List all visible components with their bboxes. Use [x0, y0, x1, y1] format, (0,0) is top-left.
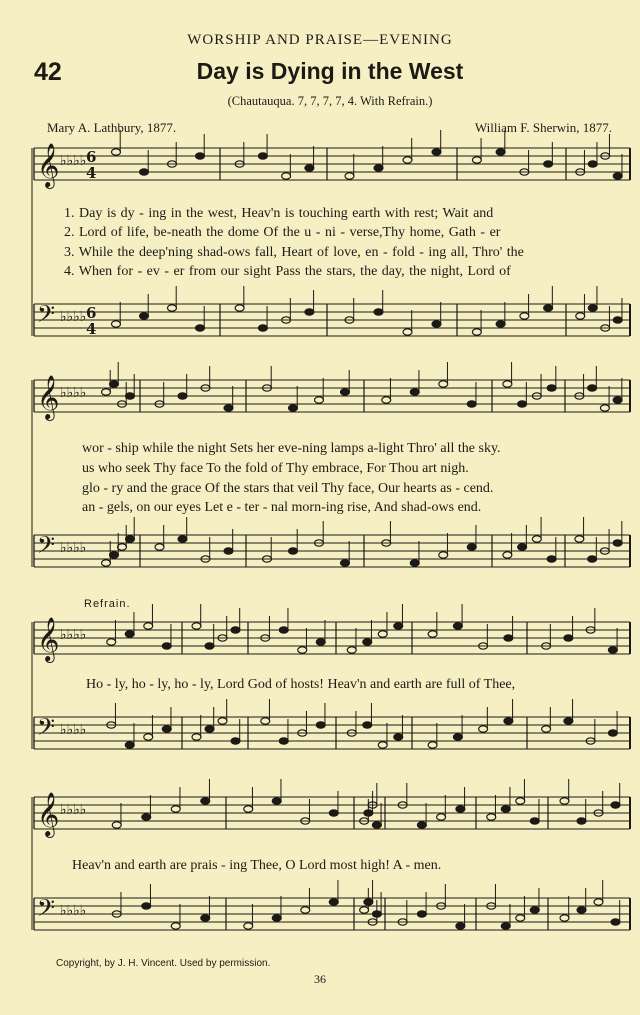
verse-4-line-a: 4. When for - ev - er from our sight Pass the stars, the day, the night, Lord of	[64, 264, 511, 279]
note-head	[196, 325, 205, 331]
note-head	[107, 639, 116, 645]
note-head	[118, 544, 127, 550]
note-head	[403, 329, 412, 335]
note-head	[144, 623, 153, 629]
note-head	[613, 397, 622, 403]
key-signature-flats: ♭♭♭♭	[60, 802, 87, 818]
bass-clef-icon: 𝄢	[37, 300, 56, 333]
note-head	[611, 919, 620, 925]
note-head	[231, 627, 240, 633]
note-head	[378, 742, 387, 748]
hymn-number: 42	[34, 58, 62, 86]
note-head	[467, 401, 476, 407]
note-head	[403, 157, 412, 163]
note-head	[453, 734, 462, 740]
refrain-label: Refrain.	[84, 598, 131, 610]
treble-clef-icon: 𝄞	[37, 375, 60, 419]
time-signature-bottom: 4	[86, 164, 97, 182]
note-head	[564, 718, 573, 724]
note-head	[439, 552, 448, 558]
note-head	[272, 798, 281, 804]
note-head	[472, 157, 481, 163]
note-head	[382, 397, 391, 403]
note-head	[564, 635, 573, 641]
note-head	[410, 560, 419, 566]
key-signature-flats: ♭♭♭♭	[60, 540, 87, 556]
refrain-line-1: Ho - ly, ho - ly, ho - ly, Lord God of hosts! Heav'n and earth are full of Thee,	[86, 677, 516, 692]
verse-3-line-b: glo - ry and the grace Of the stars that veil Thy face, Our hearts as - cend.	[82, 481, 494, 496]
note-head	[611, 802, 620, 808]
note-head	[432, 321, 441, 327]
note-head	[162, 726, 171, 732]
note-head	[600, 405, 609, 411]
note-head	[261, 718, 270, 724]
note-head	[231, 738, 240, 744]
time-signature-top: 6	[86, 148, 97, 166]
note-head	[224, 548, 233, 554]
note-head	[364, 899, 373, 905]
note-head	[305, 165, 314, 171]
note-head	[456, 923, 465, 929]
note-head	[613, 173, 622, 179]
note-head	[363, 639, 372, 645]
lyricist-credit: Mary A. Lathbury, 1877.	[47, 120, 177, 135]
treble-clef-icon: 𝄞	[37, 792, 60, 836]
note-head	[142, 814, 151, 820]
key-signature-flats: ♭♭♭♭	[60, 153, 87, 169]
note-head	[315, 397, 324, 403]
note-head	[518, 401, 527, 407]
note-head	[532, 536, 541, 542]
note-head	[125, 742, 134, 748]
note-head	[410, 389, 419, 395]
note-head	[192, 623, 201, 629]
note-head	[224, 405, 233, 411]
note-head	[126, 536, 135, 542]
note-head	[501, 806, 510, 812]
note-head	[272, 915, 281, 921]
note-head	[196, 153, 205, 159]
note-head	[125, 631, 134, 637]
time-signature-top: 6	[86, 304, 97, 322]
note-head	[496, 321, 505, 327]
note-head	[613, 317, 622, 323]
note-head	[547, 556, 556, 562]
note-head	[504, 718, 513, 724]
note-head	[503, 381, 512, 387]
verse-4-line-b: an - gels, on our eyes Let e - ter - nal morn-ing rise, And shad-ows end.	[82, 500, 482, 515]
note-head	[577, 907, 586, 913]
note-head	[544, 161, 553, 167]
note-head	[112, 149, 121, 155]
note-head	[235, 305, 244, 311]
time-signature-bottom: 4	[86, 320, 97, 338]
note-head	[516, 798, 525, 804]
treble-clef-icon: 𝄞	[37, 617, 60, 661]
note-head	[244, 806, 253, 812]
note-head	[437, 814, 446, 820]
note-head	[201, 915, 210, 921]
note-head	[608, 730, 617, 736]
note-head	[102, 389, 111, 395]
note-head	[258, 325, 267, 331]
note-head	[594, 899, 603, 905]
note-head	[289, 548, 298, 554]
note-head	[171, 923, 180, 929]
note-head	[544, 305, 553, 311]
note-head	[472, 329, 481, 335]
note-head	[479, 726, 488, 732]
note-head	[363, 722, 372, 728]
key-signature-flats: ♭♭♭♭	[60, 722, 87, 738]
note-head	[244, 923, 253, 929]
note-head	[279, 627, 288, 633]
hymn-title: Day is Dying in the West	[196, 58, 464, 84]
note-head	[439, 381, 448, 387]
note-head	[467, 544, 476, 550]
note-head	[110, 381, 119, 387]
section-heading: WORSHIP AND PRAISE—EVENING	[187, 32, 453, 48]
note-head	[112, 321, 121, 327]
note-head	[516, 915, 525, 921]
note-head	[588, 556, 597, 562]
note-head	[432, 149, 441, 155]
note-head	[258, 153, 267, 159]
note-head	[608, 647, 617, 653]
note-head	[144, 734, 153, 740]
tune-meter: (Chautauqua. 7, 7, 7, 7, 4. With Refrain.)	[227, 94, 433, 108]
note-head	[110, 552, 119, 558]
bass-clef-icon: 𝄢	[37, 894, 56, 927]
note-head	[453, 623, 462, 629]
note-head	[316, 639, 325, 645]
note-head	[417, 911, 426, 917]
note-head	[218, 718, 227, 724]
note-head	[341, 389, 350, 395]
note-head	[126, 393, 135, 399]
note-head	[547, 385, 556, 391]
note-head	[171, 806, 180, 812]
refrain-line-2: Heav'n and earth are prais - ing Thee, O Lord most high! A - men.	[72, 858, 442, 873]
note-head	[329, 899, 338, 905]
note-head	[394, 734, 403, 740]
key-signature-flats: ♭♭♭♭	[60, 385, 87, 401]
note-head	[205, 643, 214, 649]
note-head	[112, 822, 121, 828]
note-head	[162, 643, 171, 649]
note-head	[282, 173, 291, 179]
note-head	[560, 915, 569, 921]
note-head	[305, 309, 314, 315]
note-head	[140, 313, 149, 319]
note-head	[588, 385, 597, 391]
note-head	[613, 540, 622, 546]
note-head	[530, 907, 539, 913]
note-head	[279, 738, 288, 744]
note-head	[316, 722, 325, 728]
note-head	[201, 798, 210, 804]
verse-1-line-b: wor - ship while the night Sets her eve-ning lamps a-light Thro' all the sky.	[82, 441, 501, 456]
note-head	[102, 560, 111, 566]
note-head	[501, 923, 510, 929]
note-head	[575, 536, 584, 542]
note-head	[530, 818, 539, 824]
note-head	[503, 552, 512, 558]
treble-clef-icon: 𝄞	[37, 143, 60, 187]
key-signature-flats: ♭♭♭♭	[60, 627, 87, 643]
note-head	[205, 726, 214, 732]
note-head	[487, 814, 496, 820]
note-head	[360, 907, 369, 913]
note-head	[496, 149, 505, 155]
note-head	[577, 818, 586, 824]
note-head	[542, 726, 551, 732]
note-head	[341, 560, 350, 566]
note-head	[301, 907, 310, 913]
note-head	[504, 635, 513, 641]
note-head	[140, 169, 149, 175]
key-signature-flats: ♭♭♭♭	[60, 309, 87, 325]
bass-clef-icon: 𝄢	[37, 531, 56, 564]
note-head	[456, 806, 465, 812]
note-head	[372, 911, 381, 917]
note-head	[417, 822, 426, 828]
verse-3-line-a: 3. While the deep'ning shad-ows fall, Heart of love, en - fold - ing all, Thro' the	[64, 245, 524, 260]
note-head	[394, 623, 403, 629]
note-head	[142, 903, 151, 909]
note-head	[178, 393, 187, 399]
note-head	[347, 647, 356, 653]
note-head	[520, 313, 529, 319]
note-head	[345, 173, 354, 179]
bass-clef-icon: 𝄢	[37, 713, 56, 746]
note-head	[588, 161, 597, 167]
verse-2-line-a: 2. Lord of life, be-neath the dome Of the u - ni - verse,Thy home, Gath - er	[64, 225, 501, 240]
note-head	[374, 309, 383, 315]
copyright-notice: Copyright, by J. H. Vincent. Used by permission.	[56, 958, 271, 969]
composer-credit: William F. Sherwin, 1877.	[474, 120, 612, 135]
note-head	[289, 405, 298, 411]
key-signature-flats: ♭♭♭♭	[60, 903, 87, 919]
note-head	[364, 810, 373, 816]
note-head	[178, 536, 187, 542]
verse-2-line-b: us who seek Thy face To the fold of Thy embrace, For Thou art nigh.	[82, 461, 469, 476]
page-number: 36	[314, 972, 326, 986]
note-head	[560, 798, 569, 804]
note-head	[372, 822, 381, 828]
note-head	[378, 631, 387, 637]
note-head	[588, 305, 597, 311]
note-head	[168, 305, 177, 311]
note-head	[576, 313, 585, 319]
note-head	[374, 165, 383, 171]
note-head	[192, 734, 201, 740]
note-head	[155, 544, 164, 550]
note-head	[298, 647, 307, 653]
note-head	[428, 631, 437, 637]
note-head	[329, 810, 338, 816]
verse-1-line-a: 1. Day is dy - ing in the west, Heav'n is touching earth with rest; Wait and	[64, 206, 494, 221]
note-head	[428, 742, 437, 748]
note-head	[518, 544, 527, 550]
